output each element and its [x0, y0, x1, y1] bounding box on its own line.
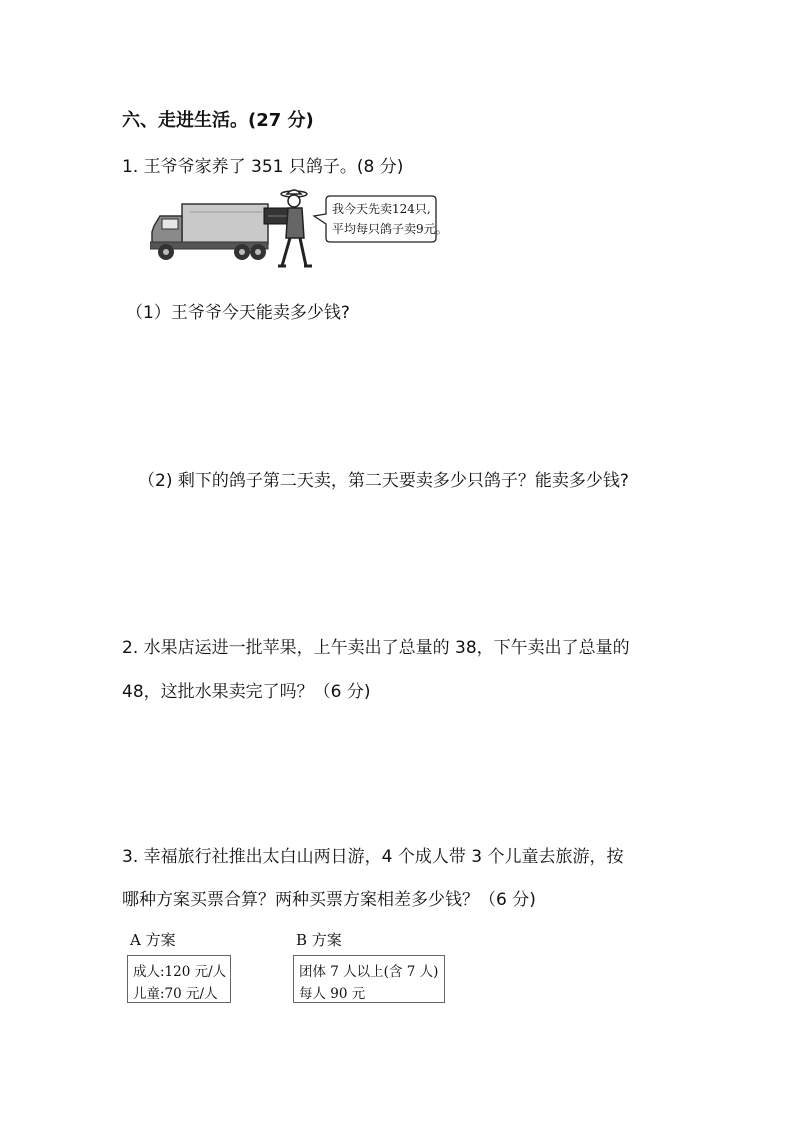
question-3-line-1: 3. 幸福旅行社推出太白山两日游，4 个成人带 3 个儿童去旅游，按 — [122, 847, 624, 867]
question-1-sub-2: （2) 剩下的鸽子第二天卖，第二天要卖多少只鸽子？能卖多少钱? — [138, 471, 629, 491]
plan-a-box — [127, 955, 231, 1003]
question-2-line-1: 2. 水果店运进一批苹果，上午卖出了总量的 38，下午卖出了总量的 — [122, 638, 630, 658]
question-1-sub-1: （1）王爷爷今天能卖多少钱? — [126, 303, 350, 323]
speech-bubble-line-2: 平均每只鸽子卖9元。 — [332, 222, 448, 236]
plan-a-label: A 方案 — [130, 931, 176, 949]
question-1-text: 1. 王爷爷家养了 351 只鸽子。(8 分) — [122, 157, 404, 177]
plan-b-label: B 方案 — [296, 931, 342, 949]
question-2-line-2: 48，这批水果卖完了吗？（6 分) — [122, 682, 371, 702]
truck-icon — [150, 202, 270, 262]
speech-bubble-line-1: 我今天先卖124只, — [332, 202, 431, 216]
question-1-illustration — [150, 188, 450, 272]
plan-a-adult-price: 成人:120 元/人 — [133, 964, 227, 980]
plan-a-child-price: 儿童:70 元/人 — [133, 986, 218, 1002]
section-title: 六、走进生活。(27 分) — [122, 110, 314, 131]
plan-b-box — [293, 955, 445, 1003]
plan-b-group-condition: 团体 7 人以上(含 7 人) — [299, 964, 439, 980]
question-3-line-2: 哪种方案买票合算？两种买票方案相差多少钱？（6 分) — [122, 890, 536, 910]
plan-b-per-person-price: 每人 90 元 — [299, 986, 366, 1002]
